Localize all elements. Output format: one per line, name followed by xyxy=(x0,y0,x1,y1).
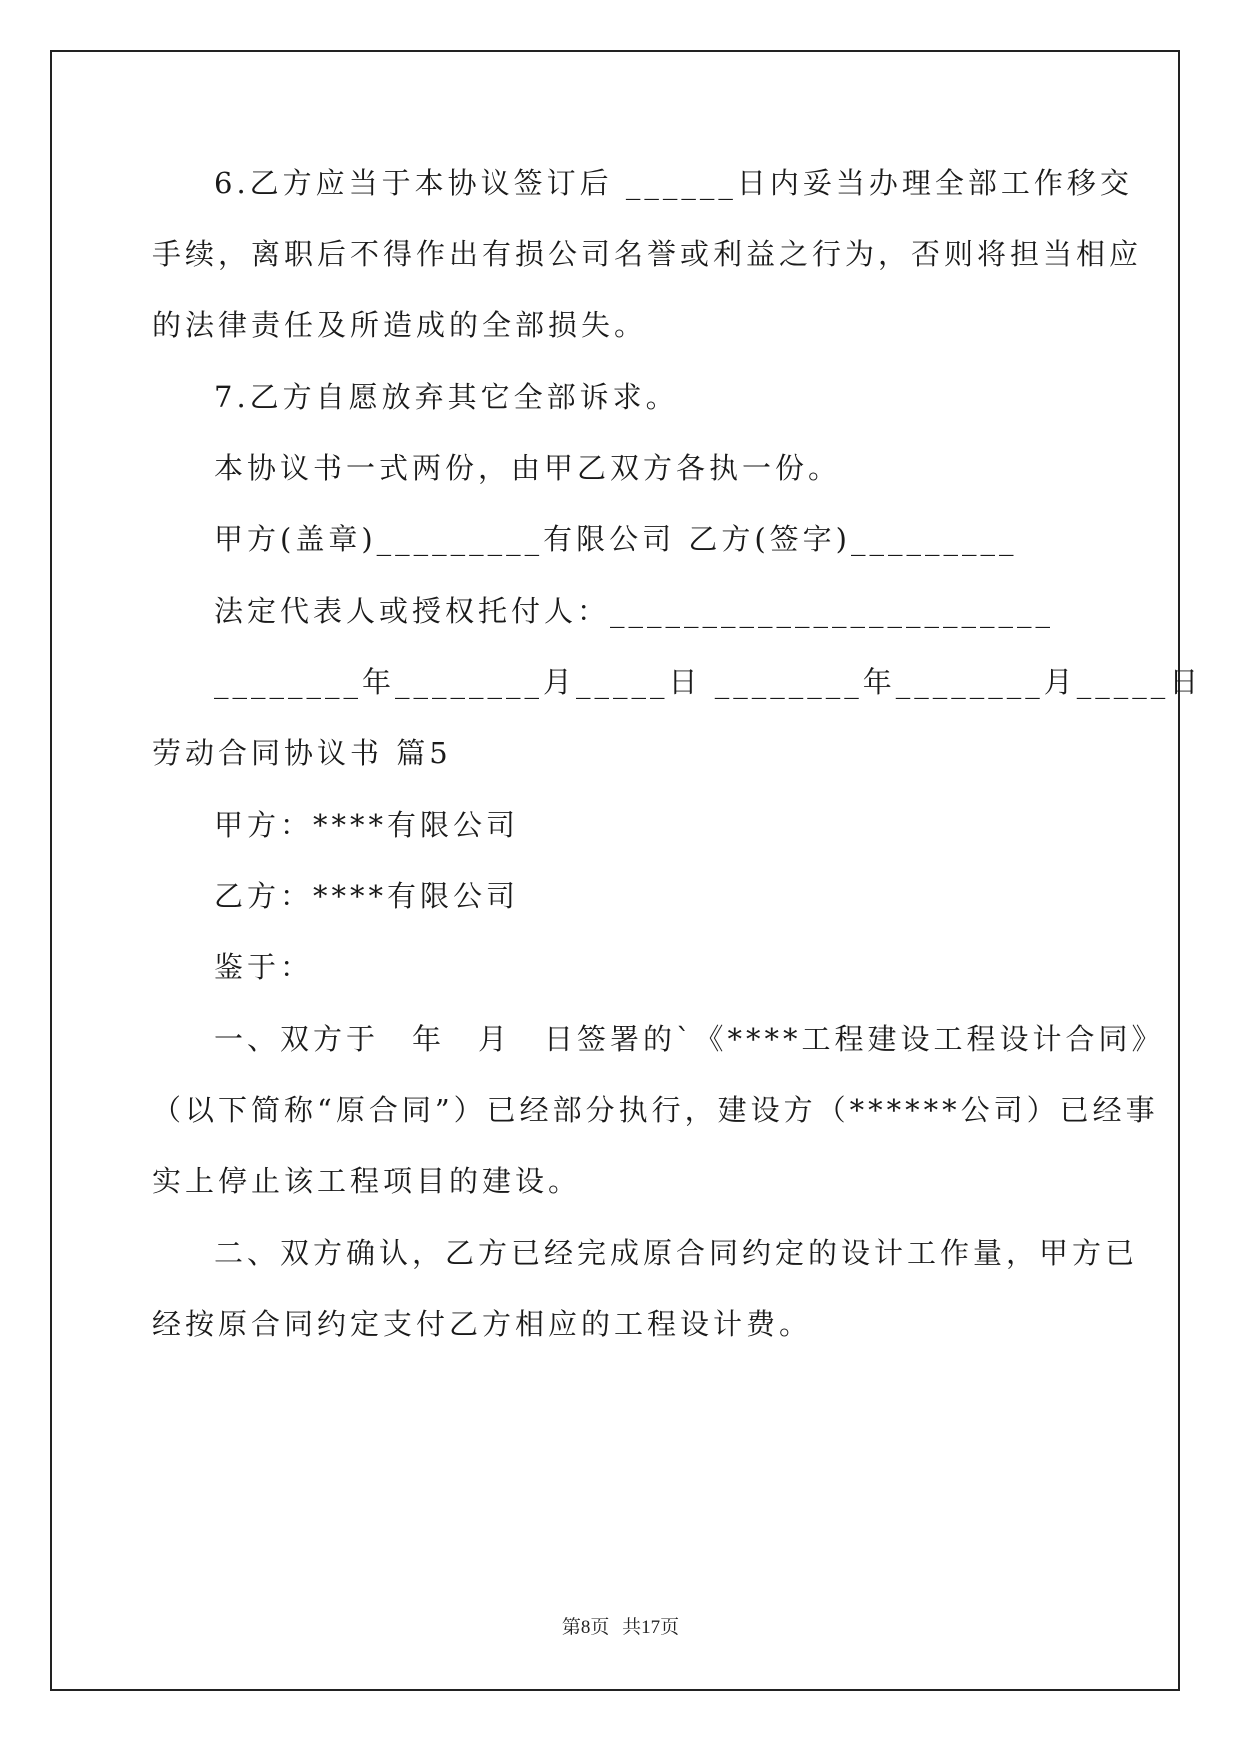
recital-2-line-1: 二、双方确认，乙方已经完成原合同约定的设计工作量，甲方已 xyxy=(214,1236,1139,1270)
clause-7: 7.乙方自愿放弃其它全部诉求。 xyxy=(214,380,679,414)
clause-6-line-3: 的法律责任及所造成的全部损失。 xyxy=(152,308,648,342)
date-line: ________年________月_____日 ________年________月_____日 xyxy=(214,665,1203,699)
page-number: 第8页 xyxy=(561,1617,610,1638)
recital-1-line-2: （以下简称“原合同”）已经部分执行，建设方（******公司）已经事 xyxy=(152,1093,1159,1127)
whereas-label: 鉴于： xyxy=(214,950,314,984)
page-border xyxy=(50,50,1180,1691)
clause-6-line-2: 手续，离职后不得作出有损公司名誉或利益之行为，否则将担当相应 xyxy=(152,237,1143,271)
recital-1-line-1: 一、双方于 年 月 日签署的`《****工程建设工程设计合同》 xyxy=(214,1022,1165,1056)
representative-line: 法定代表人或授权托付人：________________________ xyxy=(214,594,1055,628)
copies-statement: 本协议书一式两份，由甲乙双方各执一份。 xyxy=(214,451,842,485)
recital-2-line-2: 经按原合同约定支付乙方相应的工程设计费。 xyxy=(152,1307,813,1341)
party-b: 乙方：****有限公司 xyxy=(214,879,520,913)
page-total: 共17页 xyxy=(622,1617,680,1638)
signature-line: 甲方(盖章)_________有限公司 乙方(签字)_________ xyxy=(214,522,1018,556)
section-heading: 劳动合同协议书 篇5 xyxy=(152,736,452,770)
recital-1-line-3: 实上停止该工程项目的建设。 xyxy=(152,1164,582,1198)
clause-6-line-1: 6.乙方应当于本协议签订后 ______日内妥当办理全部工作移交 xyxy=(214,166,1133,200)
page-footer xyxy=(0,1612,1241,1639)
party-a: 甲方：****有限公司 xyxy=(214,808,520,842)
